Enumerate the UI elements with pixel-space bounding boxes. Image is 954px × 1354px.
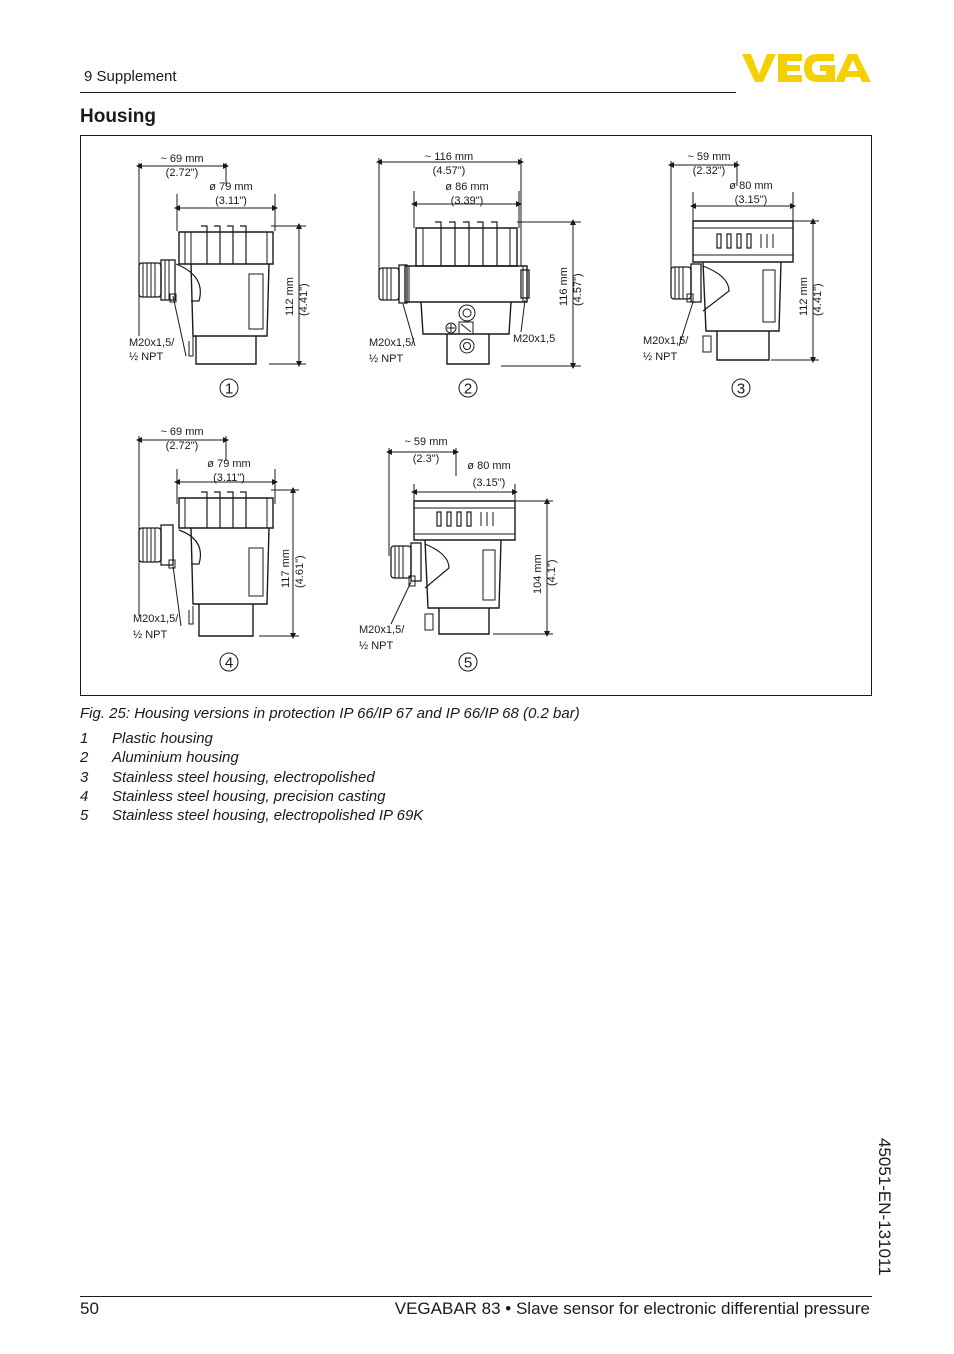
legend-number: 1 — [80, 730, 89, 747]
figure-caption: Fig. 25: Housing versions in protection IP 66/IP 67 and IP 66/IP 68 (0.2 bar) — [80, 705, 580, 722]
marker-2 — [459, 379, 477, 398]
h2-thread: M20x1,5/ — [369, 337, 415, 349]
marker-4 — [220, 653, 238, 672]
legend-text: Stainless steel housing, electropolished — [112, 769, 375, 786]
h5-width-mm: ~ 59 mm — [404, 436, 448, 448]
svg-text:2: 2 — [463, 380, 473, 398]
h4-height-in: (4.61") — [294, 555, 306, 588]
h2-dia-mm: ø 86 mm — [445, 181, 489, 193]
h3-width-mm: ~ 59 mm — [687, 151, 731, 163]
legend-item — [80, 807, 423, 824]
legend-text: Stainless steel housing, precision casting — [112, 788, 386, 805]
h5-height: 104 mm — [532, 554, 544, 594]
header-section-label: 9 Supplement — [84, 68, 177, 85]
h4-thread: M20x1,5/ — [133, 613, 179, 625]
page-number: 50 — [80, 1299, 99, 1318]
legend-number: 5 — [80, 807, 89, 824]
legend-item — [80, 788, 386, 805]
h4-dia-mm: ø 79 mm — [207, 458, 251, 470]
legend-item — [80, 730, 213, 747]
h1-height: 112 mm — [284, 277, 296, 316]
h4-height: 117 mm — [280, 549, 292, 588]
marker-5 — [459, 653, 477, 672]
h1-height-in: (4.41") — [298, 283, 310, 316]
legend-text: Aluminium housing — [112, 749, 239, 766]
h3-width-in: (2.32") — [692, 165, 726, 177]
figure-frame — [80, 135, 872, 696]
h1-width-in: (2.72") — [165, 167, 199, 179]
svg-text:5: 5 — [463, 654, 473, 672]
header-rule — [80, 92, 736, 93]
h1-dia-in: (3.11") — [215, 195, 247, 207]
h5-dia-mm: ø 80 mm — [467, 460, 511, 472]
h1-thread-npt: ½ NPT — [129, 351, 164, 363]
h5-thread: M20x1,5/ — [359, 624, 405, 636]
legend-text: Stainless steel housing, electropolished IP 69K — [112, 807, 424, 824]
h2-height: 116 mm — [558, 267, 570, 306]
legend-number: 4 — [80, 788, 89, 805]
housing-drawings — [81, 136, 871, 695]
legend-number: 2 — [80, 749, 89, 766]
h3-height-in: (4.41") — [812, 283, 824, 316]
h3-thread-npt: ½ NPT — [643, 351, 678, 363]
h2-height-in: (4.57") — [572, 273, 584, 306]
marker-3 — [732, 379, 750, 398]
h5-height-in: (4.1") — [546, 559, 558, 586]
document-code: 45051-EN-131011 — [875, 1138, 894, 1276]
h1-thread: M20x1,5/ — [129, 337, 175, 349]
h2-thread-right: M20x1,5 — [513, 333, 556, 345]
h4-thread-npt: ½ NPT — [133, 629, 168, 641]
h3-dia-in: (3.15") — [734, 194, 768, 206]
h2-dia-in: (3.39") — [450, 195, 484, 207]
housing-1-drawing — [139, 163, 306, 364]
h2-width-mm: ~ 116 mm — [424, 151, 474, 163]
h3-height: 112 mm — [798, 277, 810, 316]
svg-text:1: 1 — [224, 380, 234, 398]
section-title: Housing — [80, 106, 156, 127]
svg-text:3: 3 — [736, 380, 746, 398]
h4-width-mm: ~ 69 mm — [160, 426, 204, 438]
legend-item — [80, 749, 239, 766]
h2-thread-npt: ½ NPT — [369, 353, 404, 365]
h3-dia-mm: ø 80 mm — [729, 180, 773, 192]
h1-width-mm: ~ 69 mm — [160, 153, 204, 165]
legend-text: Plastic housing — [112, 730, 213, 747]
h5-width-in: (2.3") — [412, 453, 440, 465]
legend-item — [80, 769, 375, 786]
vega-logo — [742, 52, 872, 84]
marker-1 — [220, 379, 238, 398]
footer-rule — [80, 1296, 872, 1297]
h5-thread-npt: ½ NPT — [359, 640, 394, 652]
h2-width-in: (4.57") — [432, 165, 466, 177]
footer-document-title: VEGABAR 83 • Slave sensor for electronic differential pressure — [394, 1299, 870, 1318]
svg-text:4: 4 — [224, 654, 234, 672]
h4-width-in: (2.72") — [165, 440, 199, 452]
h4-dia-in: (3.11") — [213, 472, 245, 484]
h1-dia-mm: ø 79 mm — [209, 181, 253, 193]
legend-number: 3 — [80, 769, 89, 786]
h5-dia-in: (3.15") — [472, 477, 506, 489]
housing-5-drawing — [389, 448, 553, 634]
h3-thread: M20x1,5/ — [643, 335, 689, 347]
brand-text: VEGA — [742, 52, 745, 53]
